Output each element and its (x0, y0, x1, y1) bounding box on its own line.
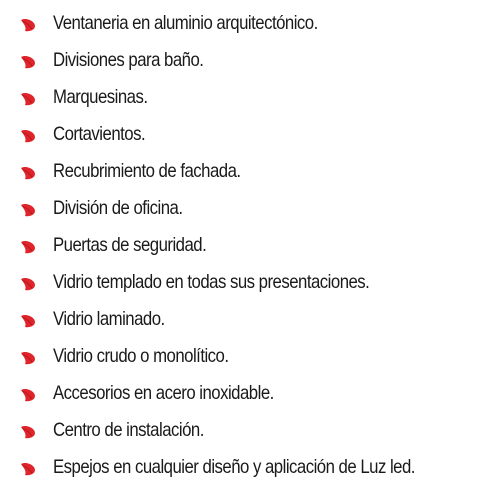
red-leaf-icon (20, 54, 36, 70)
list-item (0, 80, 480, 117)
list-item-label: Vidrio laminado. (53, 308, 165, 330)
red-leaf-icon (20, 276, 36, 292)
list-item-label: Puertas de seguridad. (53, 234, 207, 256)
red-leaf-icon (20, 165, 36, 181)
list-item (0, 450, 480, 487)
list-item-label: Vidrio crudo o monolítico. (53, 345, 229, 367)
list-item (0, 265, 480, 302)
list-item-label: Cortavientos. (53, 123, 146, 145)
red-leaf-icon (20, 128, 36, 144)
red-leaf-icon (20, 17, 36, 33)
list-item (0, 228, 480, 265)
red-leaf-icon (20, 313, 36, 329)
list-item (0, 339, 480, 376)
red-leaf-icon (20, 202, 36, 218)
list-item-label: Vidrio templado en todas sus presentaciones. (53, 271, 370, 293)
list-item (0, 43, 480, 80)
list-item-label: Centro de instalación. (53, 419, 204, 441)
list-item (0, 413, 480, 450)
list-item-label: Accesorios en acero inoxidable. (53, 382, 274, 404)
list-item-label: Recubrimiento de fachada. (53, 160, 241, 182)
list-item (0, 154, 480, 191)
red-leaf-icon (20, 239, 36, 255)
list-item-label: División de oficina. (53, 197, 183, 219)
list-item-label: Ventaneria en aluminio arquitectónico. (53, 12, 318, 34)
list-item (0, 376, 480, 413)
list-item-label: Divisiones para baño. (53, 49, 204, 71)
services-list (0, 6, 480, 487)
list-item (0, 6, 480, 43)
red-leaf-icon (20, 91, 36, 107)
list-item (0, 191, 480, 228)
list-item-label: Espejos en cualquier diseño y aplicación de Luz led. (53, 456, 415, 478)
list-item (0, 117, 480, 154)
red-leaf-icon (20, 461, 36, 477)
list-item-label: Marquesinas. (53, 86, 148, 108)
red-leaf-icon (20, 387, 36, 403)
red-leaf-icon (20, 350, 36, 366)
red-leaf-icon (20, 424, 36, 440)
list-item (0, 302, 480, 339)
